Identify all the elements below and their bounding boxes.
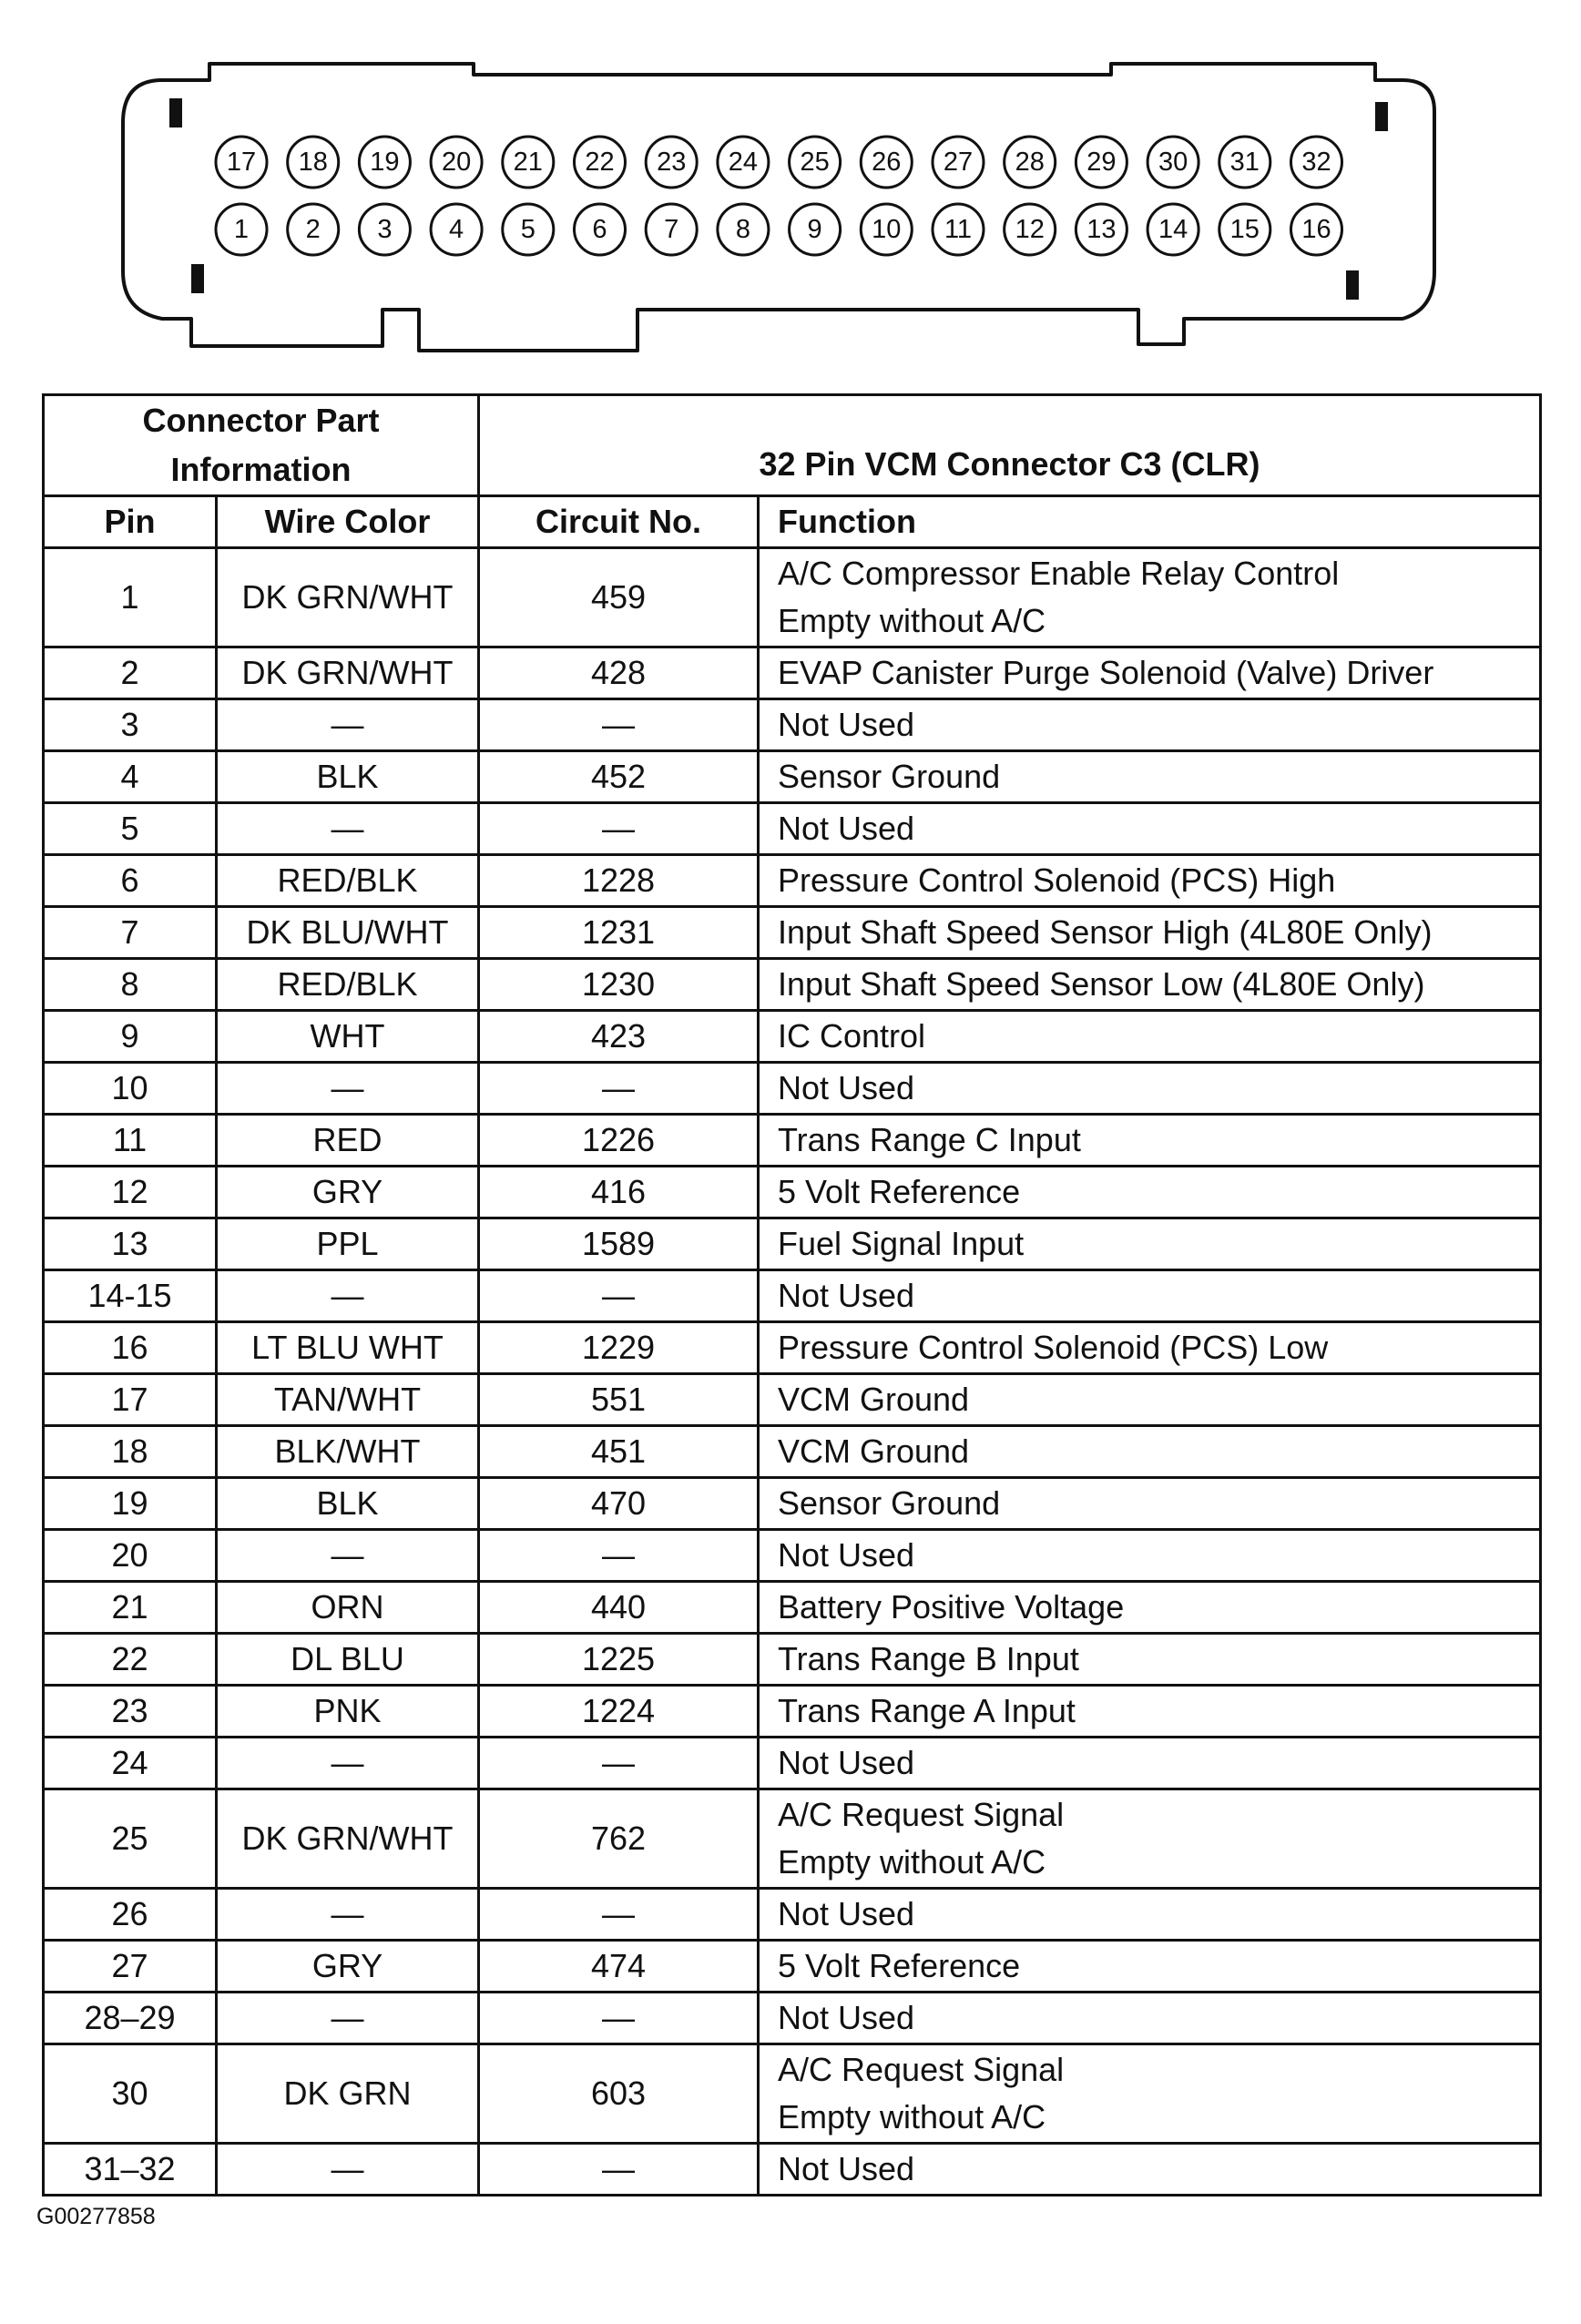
table-row xyxy=(44,548,1541,647)
pin-cell: 23 xyxy=(44,1686,217,1738)
table-row xyxy=(44,907,1541,959)
pin-row-top xyxy=(216,137,1342,188)
wire-color-cell: — xyxy=(217,1530,479,1582)
connector-pin xyxy=(431,137,482,188)
pin-cell: 10 xyxy=(44,1063,217,1115)
table-row xyxy=(44,1530,1541,1582)
function-line: Not Used xyxy=(778,1999,915,2036)
function-line: Empty without A/C xyxy=(778,602,1046,639)
wire-color-cell: RED/BLK xyxy=(217,959,479,1011)
circuit-cell: 470 xyxy=(479,1478,759,1530)
wire-color-cell: PNK xyxy=(217,1686,479,1738)
wire-color-cell: TAN/WHT xyxy=(217,1374,479,1426)
connector-pin xyxy=(216,137,267,188)
pin-number: 27 xyxy=(943,148,974,177)
pin-cell: 12 xyxy=(44,1167,217,1218)
connector-pin xyxy=(503,137,554,188)
pin-number: 18 xyxy=(298,148,328,177)
circuit-cell: 1589 xyxy=(479,1218,759,1270)
circuit-cell: 428 xyxy=(479,647,759,699)
table-row xyxy=(44,1426,1541,1478)
connector-pin xyxy=(1291,204,1342,255)
function-cell xyxy=(759,1738,1541,1789)
function-line: Sensor Ground xyxy=(778,758,1001,795)
table-row xyxy=(44,1738,1541,1789)
pin-number: 13 xyxy=(1086,215,1117,244)
pin-cell: 4 xyxy=(44,751,217,803)
pin-number: 32 xyxy=(1301,148,1331,177)
circuit-cell: — xyxy=(479,803,759,855)
connector-title: 32 Pin VCM Connector C3 (CLR) xyxy=(479,395,1541,496)
circuit-cell: 440 xyxy=(479,1582,759,1634)
connector-pin xyxy=(503,204,554,255)
wire-color-cell: GRY xyxy=(217,1941,479,1993)
pin-number: 21 xyxy=(513,148,543,177)
wire-color-cell: — xyxy=(217,699,479,751)
function-line: Not Used xyxy=(778,1069,915,1106)
table-row xyxy=(44,1115,1541,1167)
connector-pin xyxy=(359,137,410,188)
keying-tab-bottom-right xyxy=(1346,270,1359,300)
function-line: Empty without A/C xyxy=(778,2098,1046,2135)
function-line: Pressure Control Solenoid (PCS) Low xyxy=(778,1329,1329,1366)
column-header-circuit: Circuit No. xyxy=(479,496,759,548)
pin-number: 5 xyxy=(520,215,536,244)
table-row xyxy=(44,1270,1541,1322)
function-cell xyxy=(759,1011,1541,1063)
connector-pin xyxy=(646,137,697,188)
circuit-cell: 1224 xyxy=(479,1686,759,1738)
function-cell xyxy=(759,855,1541,907)
function-cell xyxy=(759,1115,1541,1167)
keying-tab-top-right xyxy=(1375,102,1388,131)
pin-number: 7 xyxy=(664,215,679,244)
connector-pin xyxy=(575,204,626,255)
connector-pin xyxy=(933,137,984,188)
wire-color-cell: DK GRN xyxy=(217,2044,479,2144)
function-cell xyxy=(759,2044,1541,2144)
function-line: Trans Range A Input xyxy=(778,1692,1076,1729)
function-line: Empty without A/C xyxy=(778,1843,1046,1881)
function-cell xyxy=(759,1374,1541,1426)
function-line: VCM Ground xyxy=(778,1432,970,1470)
connector-pin xyxy=(718,204,769,255)
circuit-cell: 762 xyxy=(479,1789,759,1889)
pin-number: 10 xyxy=(872,215,902,244)
function-cell xyxy=(759,1686,1541,1738)
function-line: Trans Range C Input xyxy=(778,1121,1081,1158)
function-cell xyxy=(759,1478,1541,1530)
function-line: A/C Compressor Enable Relay Control xyxy=(778,555,1340,592)
circuit-cell: — xyxy=(479,1889,759,1941)
function-line: Not Used xyxy=(778,706,915,743)
pin-number: 29 xyxy=(1086,148,1117,177)
wire-color-cell: DK GRN/WHT xyxy=(217,647,479,699)
pin-cell: 18 xyxy=(44,1426,217,1478)
connector-pin xyxy=(861,204,912,255)
connector-pin xyxy=(933,204,984,255)
table-row xyxy=(44,1478,1541,1530)
function-line: IC Control xyxy=(778,1017,926,1055)
pin-number: 16 xyxy=(1301,215,1331,244)
table-row xyxy=(44,1941,1541,1993)
connector-pin xyxy=(1219,137,1270,188)
table-row xyxy=(44,959,1541,1011)
function-cell xyxy=(759,699,1541,751)
pin-cell: 24 xyxy=(44,1738,217,1789)
wire-color-cell: DK GRN/WHT xyxy=(217,548,479,647)
connector-pin xyxy=(1076,204,1127,255)
keying-tab-bottom-left xyxy=(191,264,204,293)
pin-number: 23 xyxy=(657,148,687,177)
pin-cell: 3 xyxy=(44,699,217,751)
table-row xyxy=(44,699,1541,751)
column-header-wire-color: Wire Color xyxy=(217,496,479,548)
pin-number: 24 xyxy=(728,148,759,177)
connector-pin xyxy=(1148,137,1198,188)
pin-number: 1 xyxy=(233,215,250,244)
pin-number: 17 xyxy=(226,148,257,177)
wire-color-cell: RED/BLK xyxy=(217,855,479,907)
connector-diagram xyxy=(0,0,1581,382)
connector-pin xyxy=(861,137,912,188)
table-row xyxy=(44,1789,1541,1889)
pin-number: 11 xyxy=(944,215,973,244)
pin-number: 8 xyxy=(735,215,750,244)
pin-number: 6 xyxy=(592,215,607,244)
column-header-function: Function xyxy=(759,496,1541,548)
pin-number: 28 xyxy=(1015,148,1045,177)
function-cell xyxy=(759,1270,1541,1322)
pin-number: 14 xyxy=(1158,215,1188,244)
function-line: 5 Volt Reference xyxy=(778,1173,1021,1210)
part-info-title: Connector Part Information xyxy=(44,395,479,496)
function-line: Pressure Control Solenoid (PCS) High xyxy=(778,861,1336,899)
function-line: Not Used xyxy=(778,2150,915,2187)
function-cell xyxy=(759,1582,1541,1634)
connector-pin xyxy=(1076,137,1127,188)
wire-color-cell: — xyxy=(217,1063,479,1115)
connector-pin xyxy=(431,204,482,255)
function-cell xyxy=(759,1426,1541,1478)
connector-pin xyxy=(1219,204,1270,255)
pin-cell: 5 xyxy=(44,803,217,855)
circuit-cell: — xyxy=(479,2144,759,2196)
wire-color-cell: — xyxy=(217,2144,479,2196)
pin-cell: 14-15 xyxy=(44,1270,217,1322)
circuit-cell: 1228 xyxy=(479,855,759,907)
table-row xyxy=(44,1686,1541,1738)
circuit-cell: 603 xyxy=(479,2044,759,2144)
circuit-cell: 474 xyxy=(479,1941,759,1993)
pin-cell: 26 xyxy=(44,1889,217,1941)
pin-number: 25 xyxy=(800,148,830,177)
circuit-cell: — xyxy=(479,1270,759,1322)
connector-pin xyxy=(790,204,841,255)
connector-pin xyxy=(1148,204,1198,255)
circuit-cell: 451 xyxy=(479,1426,759,1478)
circuit-cell: 1229 xyxy=(479,1322,759,1374)
circuit-cell: — xyxy=(479,1063,759,1115)
circuit-cell: — xyxy=(479,1993,759,2044)
circuit-cell: 1231 xyxy=(479,907,759,959)
table-row xyxy=(44,2144,1541,2196)
function-cell xyxy=(759,1322,1541,1374)
pin-number: 19 xyxy=(370,148,400,177)
circuit-cell: 1226 xyxy=(479,1115,759,1167)
wire-color-cell: GRY xyxy=(217,1167,479,1218)
wire-color-cell: — xyxy=(217,1270,479,1322)
function-line: EVAP Canister Purge Solenoid (Valve) Driver xyxy=(778,654,1434,691)
circuit-cell: 1225 xyxy=(479,1634,759,1686)
function-cell xyxy=(759,1218,1541,1270)
circuit-cell: 423 xyxy=(479,1011,759,1063)
pin-cell: 30 xyxy=(44,2044,217,2144)
pin-number: 9 xyxy=(807,215,822,244)
table-row xyxy=(44,1011,1541,1063)
function-line: Input Shaft Speed Sensor Low (4L80E Only) xyxy=(778,965,1425,1003)
wire-color-cell: ORN xyxy=(217,1582,479,1634)
table-row xyxy=(44,1582,1541,1634)
pin-number: 12 xyxy=(1015,215,1045,244)
table-row xyxy=(44,1374,1541,1426)
pin-cell: 27 xyxy=(44,1941,217,1993)
pin-cell: 8 xyxy=(44,959,217,1011)
wire-color-cell: PPL xyxy=(217,1218,479,1270)
function-cell xyxy=(759,1993,1541,2044)
pin-row-bottom xyxy=(216,204,1342,255)
table-row xyxy=(44,1063,1541,1115)
circuit-cell: 1230 xyxy=(479,959,759,1011)
function-line: A/C Request Signal xyxy=(778,2051,1065,2088)
table-row xyxy=(44,1634,1541,1686)
table-row xyxy=(44,803,1541,855)
wire-color-cell: — xyxy=(217,1993,479,2044)
pin-number: 26 xyxy=(872,148,902,177)
pin-number: 31 xyxy=(1229,148,1260,177)
function-cell xyxy=(759,548,1541,647)
wire-color-cell: — xyxy=(217,803,479,855)
circuit-cell: — xyxy=(479,1530,759,1582)
function-cell xyxy=(759,751,1541,803)
function-line: Trans Range B Input xyxy=(778,1640,1079,1677)
function-line: Sensor Ground xyxy=(778,1484,1001,1522)
table-row xyxy=(44,1218,1541,1270)
function-line: Not Used xyxy=(778,810,915,847)
pin-cell: 13 xyxy=(44,1218,217,1270)
function-cell xyxy=(759,803,1541,855)
circuit-cell: 551 xyxy=(479,1374,759,1426)
connector-pin xyxy=(575,137,626,188)
pin-cell: 1 xyxy=(44,548,217,647)
wire-color-cell: — xyxy=(217,1738,479,1789)
circuit-cell: — xyxy=(479,699,759,751)
function-cell xyxy=(759,647,1541,699)
pin-cell: 16 xyxy=(44,1322,217,1374)
table-row xyxy=(44,1322,1541,1374)
wire-color-cell: DK BLU/WHT xyxy=(217,907,479,959)
connector-pin xyxy=(1005,204,1056,255)
function-cell xyxy=(759,959,1541,1011)
table-row xyxy=(44,855,1541,907)
connector-pin xyxy=(288,204,339,255)
connector-pin xyxy=(288,137,339,188)
function-line: VCM Ground xyxy=(778,1381,970,1418)
pin-number: 2 xyxy=(305,215,321,244)
wire-color-cell: LT BLU WHT xyxy=(217,1322,479,1374)
pin-number: 22 xyxy=(585,148,615,177)
pin-cell: 2 xyxy=(44,647,217,699)
pin-cell: 11 xyxy=(44,1115,217,1167)
circuit-cell: — xyxy=(479,1738,759,1789)
pin-cell: 20 xyxy=(44,1530,217,1582)
connector-pin xyxy=(1005,137,1056,188)
connector-pin xyxy=(790,137,841,188)
wire-color-cell: DL BLU xyxy=(217,1634,479,1686)
function-cell xyxy=(759,1530,1541,1582)
function-line: A/C Request Signal xyxy=(778,1796,1065,1833)
wire-color-cell: BLK xyxy=(217,751,479,803)
pin-cell: 25 xyxy=(44,1789,217,1889)
pin-number: 4 xyxy=(449,215,464,244)
function-line: Not Used xyxy=(778,1277,915,1314)
connector-pin xyxy=(718,137,769,188)
connector-pin xyxy=(1291,137,1342,188)
wire-color-cell: BLK xyxy=(217,1478,479,1530)
function-line: Not Used xyxy=(778,1536,915,1574)
keying-tab-top-left xyxy=(169,98,182,127)
function-cell xyxy=(759,2144,1541,2196)
pin-cell: 6 xyxy=(44,855,217,907)
circuit-cell: 459 xyxy=(479,548,759,647)
pin-cell: 9 xyxy=(44,1011,217,1063)
pin-cell: 31–32 xyxy=(44,2144,217,2196)
function-cell xyxy=(759,1634,1541,1686)
pin-cell: 7 xyxy=(44,907,217,959)
table-row xyxy=(44,647,1541,699)
table-body xyxy=(44,548,1541,2196)
pin-cell: 19 xyxy=(44,1478,217,1530)
circuit-cell: 416 xyxy=(479,1167,759,1218)
connector-pin xyxy=(646,204,697,255)
function-cell xyxy=(759,1063,1541,1115)
pin-cell: 21 xyxy=(44,1582,217,1634)
function-line: Not Used xyxy=(778,1895,915,1932)
pin-cell: 17 xyxy=(44,1374,217,1426)
wire-color-cell: — xyxy=(217,1889,479,1941)
function-line: Battery Positive Voltage xyxy=(778,1588,1125,1626)
function-cell xyxy=(759,1167,1541,1218)
function-line: 5 Volt Reference xyxy=(778,1947,1021,1984)
function-cell xyxy=(759,907,1541,959)
pin-number: 30 xyxy=(1158,148,1188,177)
wire-color-cell: WHT xyxy=(217,1011,479,1063)
column-header-pin: Pin xyxy=(44,496,217,548)
connector-pin xyxy=(216,204,267,255)
function-cell xyxy=(759,1941,1541,1993)
pin-cell: 28–29 xyxy=(44,1993,217,2044)
function-cell xyxy=(759,1789,1541,1889)
figure-id: G00277858 xyxy=(36,2204,156,2229)
function-line: Not Used xyxy=(778,1744,915,1781)
wire-color-cell: DK GRN/WHT xyxy=(217,1789,479,1889)
table-row xyxy=(44,751,1541,803)
pinout-table xyxy=(42,393,1542,2197)
table-row xyxy=(44,1993,1541,2044)
function-cell xyxy=(759,1889,1541,1941)
pin-number: 3 xyxy=(377,215,393,244)
wire-color-cell: RED xyxy=(217,1115,479,1167)
pin-cell: 22 xyxy=(44,1634,217,1686)
pin-number: 20 xyxy=(441,148,472,177)
function-line: Input Shaft Speed Sensor High (4L80E Only) xyxy=(778,913,1433,951)
table-row xyxy=(44,1889,1541,1941)
function-line: Fuel Signal Input xyxy=(778,1225,1025,1262)
table-row xyxy=(44,1167,1541,1218)
circuit-cell: 452 xyxy=(479,751,759,803)
table-row xyxy=(44,2044,1541,2144)
pin-number: 15 xyxy=(1229,215,1260,244)
wire-color-cell: BLK/WHT xyxy=(217,1426,479,1478)
connector-pin xyxy=(359,204,410,255)
